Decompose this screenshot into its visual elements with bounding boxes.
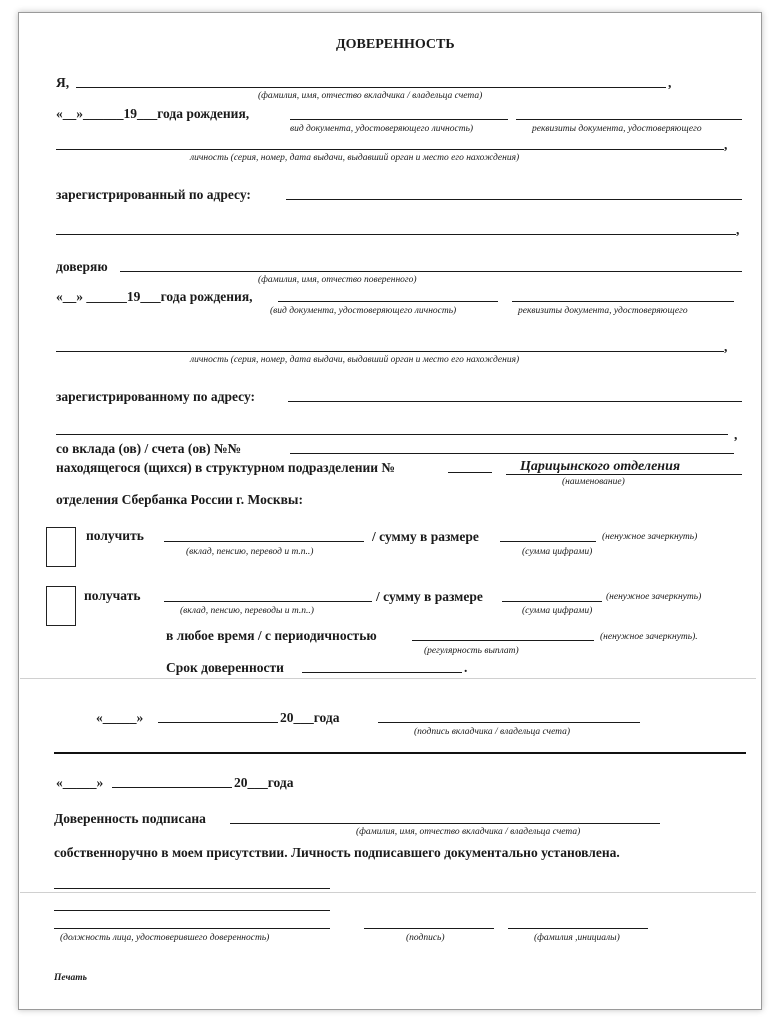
receive-once-caption: (вклад, пенсию, перевод и т.п..) [186,547,314,557]
grantor-birth-line: «__»______19___года рождения, [56,106,250,121]
trustee-doc-details-caption: реквизиты документа, удостоверяющего [518,306,688,316]
trustee-name-line[interactable] [120,271,742,272]
grantor-address-line-2[interactable] [56,234,736,235]
cert-year-text: 20___года [234,775,294,790]
sign-date-open: «_____» [96,710,144,725]
position-caption: (должность лица, удостоверившего доверенность) [60,933,270,943]
receive-repeat-checkbox[interactable] [46,586,76,626]
trustee-doc-type-line[interactable] [278,301,498,302]
located-label: находящегося (щихся) в структурном подразделении № [56,460,395,475]
deposit-number-line[interactable] [290,453,734,454]
grantor-address-line-1[interactable] [286,199,742,200]
receive-once-checkbox[interactable] [46,527,76,567]
trustee-label: доверяю [56,259,108,274]
certifier-signature-line[interactable] [364,928,494,929]
subdivision-number-line[interactable] [448,472,492,473]
term-line[interactable] [302,672,462,673]
amount-caption-1: (сумма цифрами) [522,547,593,557]
receive-repeat-caption: (вклад, пенсию, переводы и т.п..) [180,606,314,616]
grantor-doc-details-caption: реквизиты документа, удостоверяющего [532,124,702,134]
document-title: ДОВЕРЕННОСТЬ [336,37,455,52]
position-line-2[interactable] [54,910,330,911]
term-period: . [464,660,468,675]
receive-once-type-line[interactable] [164,541,364,542]
receive-repeat-label: получать [84,588,141,603]
signed-name-line[interactable] [230,823,660,824]
position-line-3[interactable] [54,928,330,929]
certifier-sign-caption: (подпись) [406,933,445,943]
grantor-prefix: Я, [56,75,70,90]
trustee-identity-caption: личность (серия, номер, дата выдачи, выдавший орган и место его нахождения) [190,355,520,365]
trustee-doc-type-caption: (вид документа, удостоверяющего личность) [270,306,457,316]
certifier-initials-caption: (фамилия ,инициалы) [534,933,620,943]
faint-divider-1 [20,678,756,679]
grantor-identity-caption: личность (серия, номер, дата выдачи, выдавший орган и место его нахождения) [190,153,520,163]
regularity-line[interactable] [412,640,594,641]
deposit-label: со вклада (ов) / счета (ов) №№ [56,441,242,456]
certifier-initials-line[interactable] [508,928,648,929]
section-divider [54,752,746,754]
trustee-address-line-1[interactable] [288,401,742,402]
faint-divider-2 [20,892,756,893]
branch-caption: (наименование) [562,477,625,487]
branch-value: Царицынского отделения [520,459,681,474]
signed-caption: (фамилия, имя, отчество вкладчика / владельца счета) [356,827,581,837]
receive-repeat-type-line[interactable] [164,601,372,602]
cert-month-line[interactable] [112,787,232,788]
grantor-identity-comma: , [724,137,728,152]
amount-caption-2: (сумма цифрами) [522,606,593,616]
receive-once-label: получить [86,528,144,543]
branch-name-line[interactable] [506,474,742,475]
cross-out-note-3: (ненужное зачеркнуть). [600,632,698,642]
cross-out-note-2: (ненужное зачеркнуть) [606,592,702,602]
grantor-name-line[interactable] [76,87,666,88]
grantor-name-comma: , [668,75,672,90]
sign-year-text: 20___года [280,710,340,725]
trustee-identity-line[interactable] [56,351,724,352]
cross-out-note-1: (ненужное зачеркнуть) [602,532,698,542]
trustee-identity-comma: , [724,339,728,354]
amount-line-1[interactable] [500,541,596,542]
amount-label-2: / сумму в размере [376,589,483,604]
grantor-doc-type-line[interactable] [290,119,508,120]
grantor-signature-caption: (подпись вкладчика / владельца счета) [414,727,571,737]
trustee-doc-details-line[interactable] [512,301,734,302]
trustee-address-comma: , [734,427,738,442]
grantor-signature-line[interactable] [378,722,640,723]
grantor-identity-line[interactable] [56,149,724,150]
trustee-address-line-2[interactable] [56,434,728,435]
grantor-name-caption: (фамилия, имя, отчество вкладчика / владельца счета) [258,91,483,101]
term-label: Срок доверенности [166,660,284,675]
certification-statement: собственноручно в моем присутствии. Личность подписавшего документально установлена. [54,845,620,860]
amount-label-1: / сумму в размере [372,529,479,544]
bank-label: отделения Сбербанка России г. Москвы: [56,492,303,507]
trustee-address-label: зарегистрированному по адресу: [56,389,256,404]
amount-line-2[interactable] [502,601,602,602]
grantor-doc-details-line[interactable] [516,119,742,120]
signed-label: Доверенность подписана [54,811,206,826]
stamp-label: Печать [54,973,87,983]
trustee-birth-line: «__» ______19___года рождения, [56,289,253,304]
grantor-address-label: зарегистрированный по адресу: [56,187,251,202]
anytime-label: в любое время / с периодичностью [166,628,377,643]
trustee-name-caption: (фамилия, имя, отчество поверенного) [258,275,417,285]
grantor-address-comma: , [736,222,740,237]
sign-month-line[interactable] [158,722,278,723]
position-line-1[interactable] [54,888,330,889]
regularity-caption: (регулярность выплат) [424,646,519,656]
grantor-doc-type-caption: вид документа, удостоверяющего личность) [290,124,474,134]
cert-date-open: «_____» [56,775,104,790]
